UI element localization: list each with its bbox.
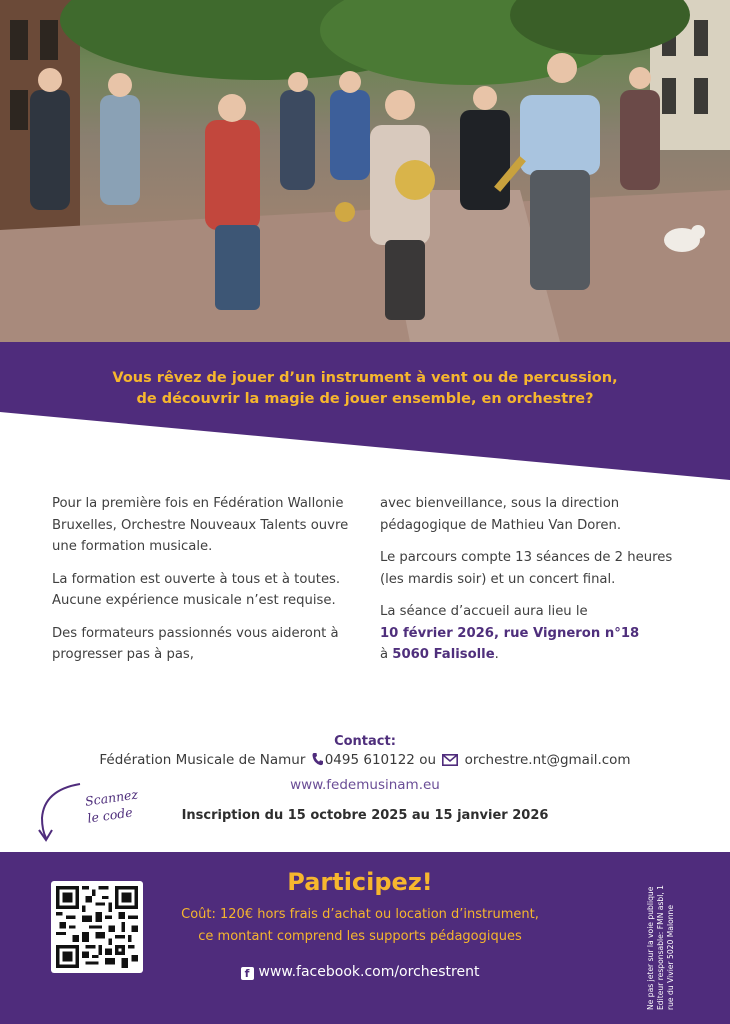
hero-photo — [0, 0, 730, 342]
legal-line-1: Ne pas jeter sur la voie publique — [646, 886, 655, 1010]
phone-icon — [312, 752, 323, 770]
contact-title: Contact: — [334, 734, 396, 749]
body-left-column — [52, 493, 357, 677]
facebook-link[interactable] — [150, 964, 570, 980]
paragraph: La formation est ouverte à tous et à toutes. Aucune expérience musicale n’est requise. — [52, 571, 341, 608]
facebook-icon: f — [241, 967, 254, 980]
contact-org: Fédération Musicale de Namur — [99, 752, 306, 768]
paragraph-welcome-session — [380, 601, 680, 666]
paragraph: Pour la première fois en Fédération Wallonie Bruxelles, Orchestre Nouveaux Talents ouvre une formation musicale. — [52, 496, 349, 554]
facebook-url[interactable]: www.facebook.com/orchestrent — [258, 964, 480, 980]
legal-line-2: Editeur responsable: FMN asbl, 1 — [656, 885, 665, 1010]
legal-line-3: rue du Vivier 5020 Malonne — [666, 904, 675, 1010]
website-link[interactable]: www.fedemusinam.eu — [290, 777, 440, 793]
contact-email[interactable]: orchestre.nt@gmail.com — [464, 752, 631, 768]
paragraph: avec bienveillance, sous la direction pédagogique de Mathieu Van Doren. — [380, 496, 622, 533]
welcome-end: . — [494, 647, 499, 662]
qr-code-icon — [56, 886, 138, 968]
welcome-date: 10 février 2026 — [380, 625, 494, 641]
inscription-dates: Inscription du 15 octobre 2025 au 15 janvier 2026 — [181, 808, 549, 823]
cost-text — [150, 904, 570, 948]
welcome-street: rue Vigneron n°18 — [503, 625, 640, 641]
tagline-line-1: Vous rêvez de jouer d’un instrument à vent ou de percussion, — [112, 370, 618, 386]
cost-line-1: Coût: 120€ hors frais d’achat ou location d’instrument, — [181, 907, 539, 922]
banner-tagline — [0, 368, 730, 410]
tagline-line-2: de découvrir la magie de jouer ensemble, en orchestre? — [136, 391, 594, 407]
paragraph: Des formateurs passionnés vous aideront à progresser pas à pas, — [52, 625, 339, 662]
contact-ou: ou — [419, 752, 437, 768]
cost-line-2: ce montant comprend les supports pédagogiques — [198, 929, 522, 944]
welcome-separator: , — [494, 625, 504, 641]
mail-icon — [442, 754, 458, 770]
purple-banner — [0, 342, 730, 480]
welcome-city: 5060 Falisolle — [392, 647, 495, 662]
welcome-intro: La séance d’accueil aura lieu le — [380, 604, 588, 619]
paragraph: Le parcours compte 13 séances de 2 heures (les mardis soir) et un concert final. — [380, 550, 673, 587]
participez-heading: Participez! — [287, 868, 433, 896]
welcome-a: à — [380, 647, 393, 662]
contact-line — [0, 752, 730, 770]
scan-label-line-1: Scannez — [84, 786, 139, 809]
contact-phone[interactable]: 0495 610122 — [324, 752, 415, 768]
legal-notice — [646, 880, 676, 1010]
scan-label-line-2: le code — [86, 804, 134, 826]
body-right-column — [380, 493, 680, 677]
qr-code[interactable] — [51, 881, 143, 973]
